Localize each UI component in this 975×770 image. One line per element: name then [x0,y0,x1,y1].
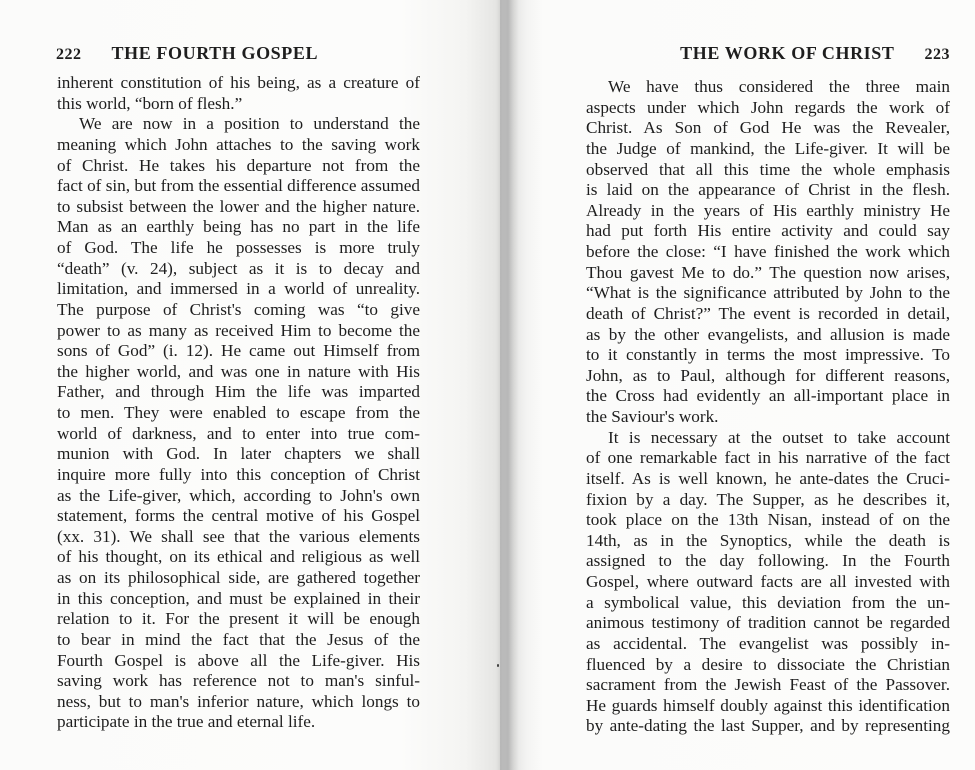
text-line: Thou gavest Me to do.” The question now arises, [586,262,950,282]
text-line: He guards himself doubly against this identification [586,695,950,715]
text-line: the Cross had evidently an all-important place in [586,386,950,406]
text-line: to it constantly in terms the most impressive. To [586,345,950,365]
text-line: Gospel, where outward facts are all invested with [586,572,950,591]
text-line: this world, “born of flesh.” [57,93,243,113]
text-line: of God. The life he possesses is more truly [57,238,420,257]
running-head-title-right: THE WORK OF CHRIST [680,43,895,63]
right-running-head [500,41,950,65]
text-line: fact of sin, but from the essential difference assumed [57,176,420,196]
right-body-text [586,77,950,737]
text-line: limitation, and immersed in a world of unreality. [57,279,420,299]
text-line: saving work has reference not to man's sinful- [57,671,420,691]
page-number-right: 223 [924,46,950,63]
text-line: It is necessary at the outset to take account [608,427,950,447]
page-number-left: 222 [56,46,82,63]
text-line: The purpose of Christ's coming was “to give [57,299,420,319]
right-page [500,0,975,770]
text-line: We are now in a position to understand the [79,114,420,134]
text-line: the higher world, and was one in nature with His [57,361,420,381]
text-line: observed that all this time the whole emphasis [586,159,950,179]
text-line: munion with God. In later chapters we shall [57,444,420,464]
text-line: animous testimony of tradition cannot be regarded [586,613,950,633]
text-line: statement, forms the central motive of his Gospel [57,506,420,526]
text-line: a symbolical value, this deviation from the un- [586,592,950,612]
text-line: Christ. As Son of God He was the Revealer, [586,118,950,138]
text-line: (xx. 31). We shall see that the various elements [57,526,420,546]
text-line: took place on the 13th Nisan, instead of on the [586,510,950,530]
text-line: participate in the true and eternal life. [57,712,316,732]
text-line: to bear in mind the fact that the Jesus of the [57,629,420,649]
text-line: aspects under which John regards the work of [586,97,950,117]
text-line: as accidental. The evangelist was possibly in- [586,633,950,653]
text-line: of his thought, on its ethical and religious as well [57,547,420,567]
text-line: relation to it. For the present it will be enough [57,609,420,629]
text-line: of Christ. He takes his departure not from the [57,155,420,175]
text-line: fluenced by a desire to dissociate the Christian [586,654,950,674]
text-line: sons of God” (i. 12). He came out Himself from [57,341,420,361]
text-line: assigned to the day following. In the Fourth [586,551,950,571]
left-body-text [57,73,420,733]
text-line: “death” (v. 24), subject as it is to decay and [57,258,420,278]
left-running-head [56,41,476,65]
text-line: as by the other evangelists, and allusion is made [586,324,950,344]
text-line: ness, but to man's inferior nature, which longs to [57,691,420,711]
text-line: 14th, as in the Synoptics, while the death is [586,530,950,550]
text-line: inquire more fully into this conception of Christ [57,464,420,484]
text-line: Father, and through Him the life was imparted [57,382,420,402]
text-line: the Saviour's work. [586,407,719,426]
text-line: fixion by a day. The Supper, as he describes it, [586,489,950,509]
text-line: power to as many as received Him to become the [57,320,420,340]
text-line: of one remarkable fact in his narrative of the fact [586,448,950,468]
running-head-title-left: THE FOURTH GOSPEL [111,43,319,63]
text-line: We have thus considered the three main [608,77,950,96]
text-line: “What is the significance attributed by John to the [586,283,950,303]
text-line: the Judge of mankind, the Life-giver. It will be [586,138,950,158]
text-line: itself. As is well known, he ante-dates the Cruci- [586,468,950,488]
print-speck [497,664,499,667]
text-line: had put forth His entire activity and could say [586,221,950,241]
text-line: is laid on the appearance of Christ in the flesh. [586,180,950,200]
text-line: death of Christ?” The event is recorded in detail, [586,303,950,323]
text-line: Already in the years of His earthly ministry He [586,200,950,220]
text-line: to men. They were enabled to escape from the [57,403,420,422]
text-line: by ante-dating the last Supper, and by representing [586,716,950,736]
text-line: before the close: “I have finished the work which [586,242,950,261]
text-line: Fourth Gospel is above all the Life-giver. His [57,650,420,670]
text-line: as the Life-giver, which, according to John's own [57,485,420,505]
text-line: to subsist between the lower and the higher nature. [57,196,420,216]
text-line: John, as to Paul, although for different reasons, [586,365,950,385]
text-line: as on its philosophical side, are gathered together [57,568,420,587]
text-line: in this conception, and must be explained in their [57,588,420,608]
text-line: Man as an earthly being has no part in the life [57,217,420,237]
text-line: inherent constitution of his being, as a creature of [57,73,420,92]
text-line: sacrament from the Jewish Feast of the Passover. [586,675,950,695]
text-line: world of darkness, and to enter into true com- [57,423,420,443]
text-line: meaning which John attaches to the saving work [57,134,420,154]
